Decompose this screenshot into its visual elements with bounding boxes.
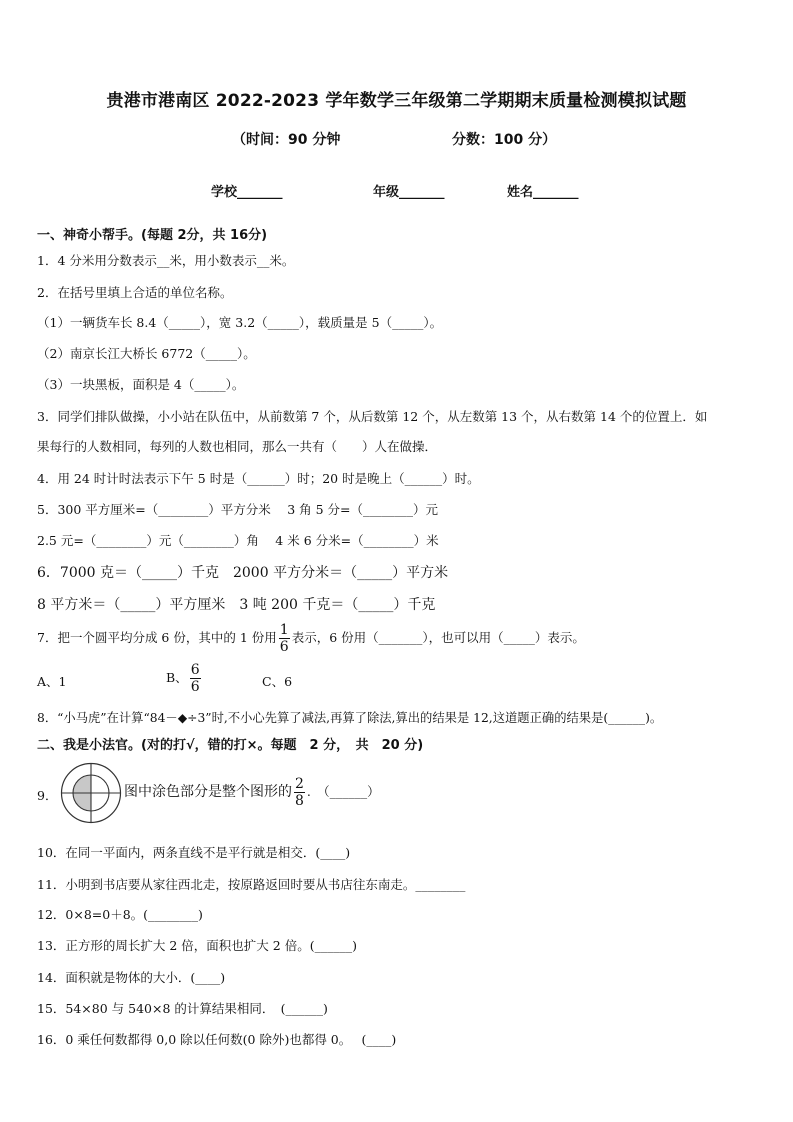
question-10: 10．在同一平面内，两条直线不是平行就是相交．(____) xyxy=(37,845,351,860)
grade-field[interactable]: 年级_______ xyxy=(373,185,445,200)
question-15: 15．54×80 与 540×8 的计算结果相同． (______) xyxy=(37,1001,328,1016)
question-14: 14．面积就是物体的大小．(____) xyxy=(37,970,226,985)
question-5-line-1: 5．300 平方厘米=（________）平方分米 3 角 5 分=（________）元 xyxy=(37,502,439,517)
shaded-circle-figure xyxy=(60,762,122,824)
question-7 xyxy=(37,620,585,656)
question-12: 12．0×8=0＋8。(________) xyxy=(37,907,203,922)
question-13: 13．正方形的周长扩大 2 倍，面积也扩大 2 倍。(______) xyxy=(37,938,357,953)
exam-score: 分数：100 分） xyxy=(452,132,557,148)
question-7-prefix: 7．把一个圆平均分成 6 份，其中的 1 份用 xyxy=(37,630,277,645)
option-a: A、1 xyxy=(37,674,67,689)
question-4: 4．用 24 时计时法表示下午 5 时是（______）时；20 时是晚上（______）时。 xyxy=(37,471,480,486)
question-9-number: 9． xyxy=(37,788,58,803)
fraction-numerator: 2 xyxy=(295,775,304,792)
option-b xyxy=(166,660,203,696)
question-8: 8．“小马虎”在计算“84－◆÷3”时,不小心先算了减法,再算了除法,算出的结果是 12,这道题正确的结果是(______)。 xyxy=(37,711,663,725)
question-7-suffix: 表示，6 份用（_______），也可以用（_____）表示。 xyxy=(291,630,585,645)
option-b-label: B、 xyxy=(166,670,188,685)
question-11: 11．小明到书店要从家往西北走，按原路返回时要从书店往东南走。________ xyxy=(37,877,466,892)
fraction-denominator: 6 xyxy=(279,639,289,655)
question-9 xyxy=(124,772,380,812)
question-3-line-2: 果每行的人数相同，每列的人数也相同，那么一共有（ ）人在做操． xyxy=(37,439,438,454)
question-3-line-1: 3．同学们排队做操，小小站在队伍中，从前数第 7 个，从后数第 12 个，从左数第 13 个，从右数第 14 个的位置上．如 xyxy=(37,409,708,424)
question-2-part-2: （2）南京长江大桥长 6772（_____）。 xyxy=(37,346,256,361)
question-9-answer-blank: . （______） xyxy=(306,784,380,799)
page-title: 贵港市港南区 2022-2023 学年数学三年级第二学期期末质量检测模拟试题 xyxy=(106,91,687,111)
question-2-part-3: （3）一块黑板，面积是 4（_____）。 xyxy=(37,377,245,392)
fraction-two-eighths xyxy=(294,777,305,808)
question-2: 2．在括号里填上合适的单位名称。 xyxy=(37,285,233,300)
exam-time: （时间：90 分钟 xyxy=(232,132,341,148)
section2-heading: 二、我是小法官。(对的打√，错的打×。每题 2 分， 共 20 分) xyxy=(37,738,424,753)
name-field[interactable]: 姓名_______ xyxy=(507,185,579,200)
section1-heading: 一、神奇小帮手。(每题 2分，共 16分) xyxy=(37,228,268,243)
question-1: 1．4 分米用分数表示__米，用小数表示__米。 xyxy=(37,253,295,268)
fraction-denominator: 8 xyxy=(295,792,304,809)
question-5-line-2: 2.5 元=（________）元（________）角 4 米 6 分米=（________）米 xyxy=(37,533,439,548)
option-c: C、6 xyxy=(262,674,293,689)
question-2-part-1: （1）一辆货车长 8.4（_____），宽 3.2（_____），载质量是 5（_____）。 xyxy=(37,315,443,330)
question-9-text: 图中涂色部分是整个图形的 xyxy=(124,784,292,800)
school-field[interactable]: 学校_______ xyxy=(211,185,283,200)
fraction-numerator: 6 xyxy=(190,662,200,678)
fraction-denominator: 6 xyxy=(190,679,200,695)
question-6-line-2: 8 平方米＝（_____）平方厘米 3 吨 200 千克＝（_____）千克 xyxy=(37,597,436,613)
fraction-one-sixth xyxy=(279,623,290,654)
question-16: 16．0 乘任何数都得 0,0 除以任何数(0 除外)也都得 0。 (____) xyxy=(37,1032,397,1047)
fraction-six-sixths xyxy=(190,663,201,694)
fraction-numerator: 1 xyxy=(279,622,289,638)
question-6-line-1: 6．7000 克＝（_____）千克 2000 平方分米＝（_____）平方米 xyxy=(37,565,449,581)
